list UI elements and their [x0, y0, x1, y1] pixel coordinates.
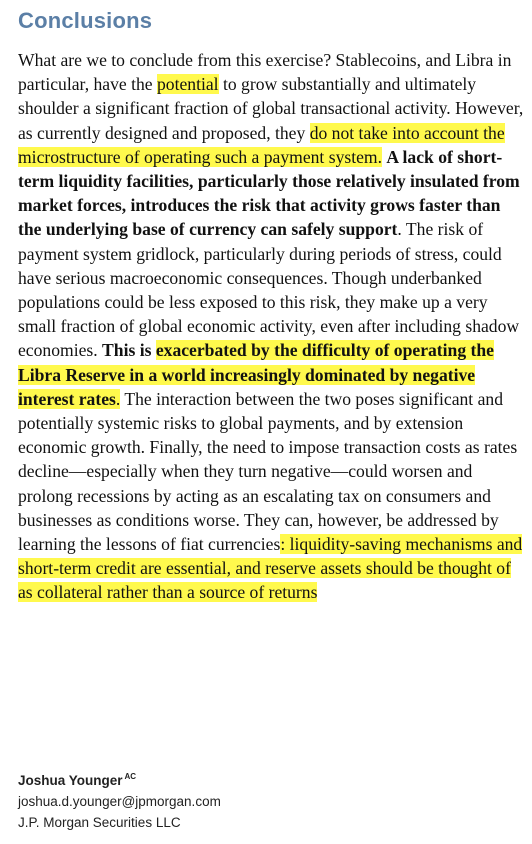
author-superscript: AC: [124, 772, 137, 781]
highlight-bold-negative-rates: exacerbated by the difficulty of operating the Libra Reserve in a world increasingly dominated by negative interest rates: [18, 340, 494, 409]
conclusion-paragraph: [18, 48, 526, 605]
text-segment: to grow substantially and ultimately shoulder a significant fraction of global transactional activity. However, as currently designed and proposed, they: [18, 74, 524, 143]
highlight-potential: potential: [157, 74, 219, 95]
author-block: [18, 766, 221, 833]
text-segment: . The risk of payment system gridlock, particularly during periods of stress, could have serious macroeconomic consequences. Though underbanked populations could be less exposed to this risk, they make up a very small fraction of global economic activity, even after including shadow economies.: [18, 219, 520, 361]
bold-liquidity-risk: A lack of short-term liquidity facilities, particularly those relatively insulated from market forces, introduces the risk that activity grows faster than the underlying base of currency can safely support: [18, 146, 520, 240]
author-firm: J.P. Morgan Securities LLC: [18, 815, 181, 830]
section-heading: Conclusions: [18, 8, 153, 33]
highlight-microstructure: do not take into account the microstructure of operating such a payment system.: [18, 122, 505, 167]
text-segment: The interaction between the two poses significant and potentially systemic risks to global payments, and by extension economic growth. Finally, the need to impose transaction costs as rates decline—especially when they turn negative—could worsen and prolong recessions by acting as an escalating tax on consumers and businesses as conditions worse. They can, however, be addressed by learning the lessons of fiat currencies: [18, 388, 518, 555]
highlight-period: .: [115, 388, 121, 409]
text-segment: What are we to conclude from this exercise? Stablecoins, and Libra in particular, have the: [18, 50, 512, 95]
author-email[interactable]: joshua.d.younger@jpmorgan.com: [18, 794, 221, 809]
highlight-lessons: : liquidity-saving mechanisms and short-term credit are essential, and reserve assets should be thought of as collateral rather than a source of returns: [18, 534, 523, 603]
bold-this-is: This is: [102, 340, 156, 361]
author-name: Joshua Younger: [18, 773, 123, 788]
